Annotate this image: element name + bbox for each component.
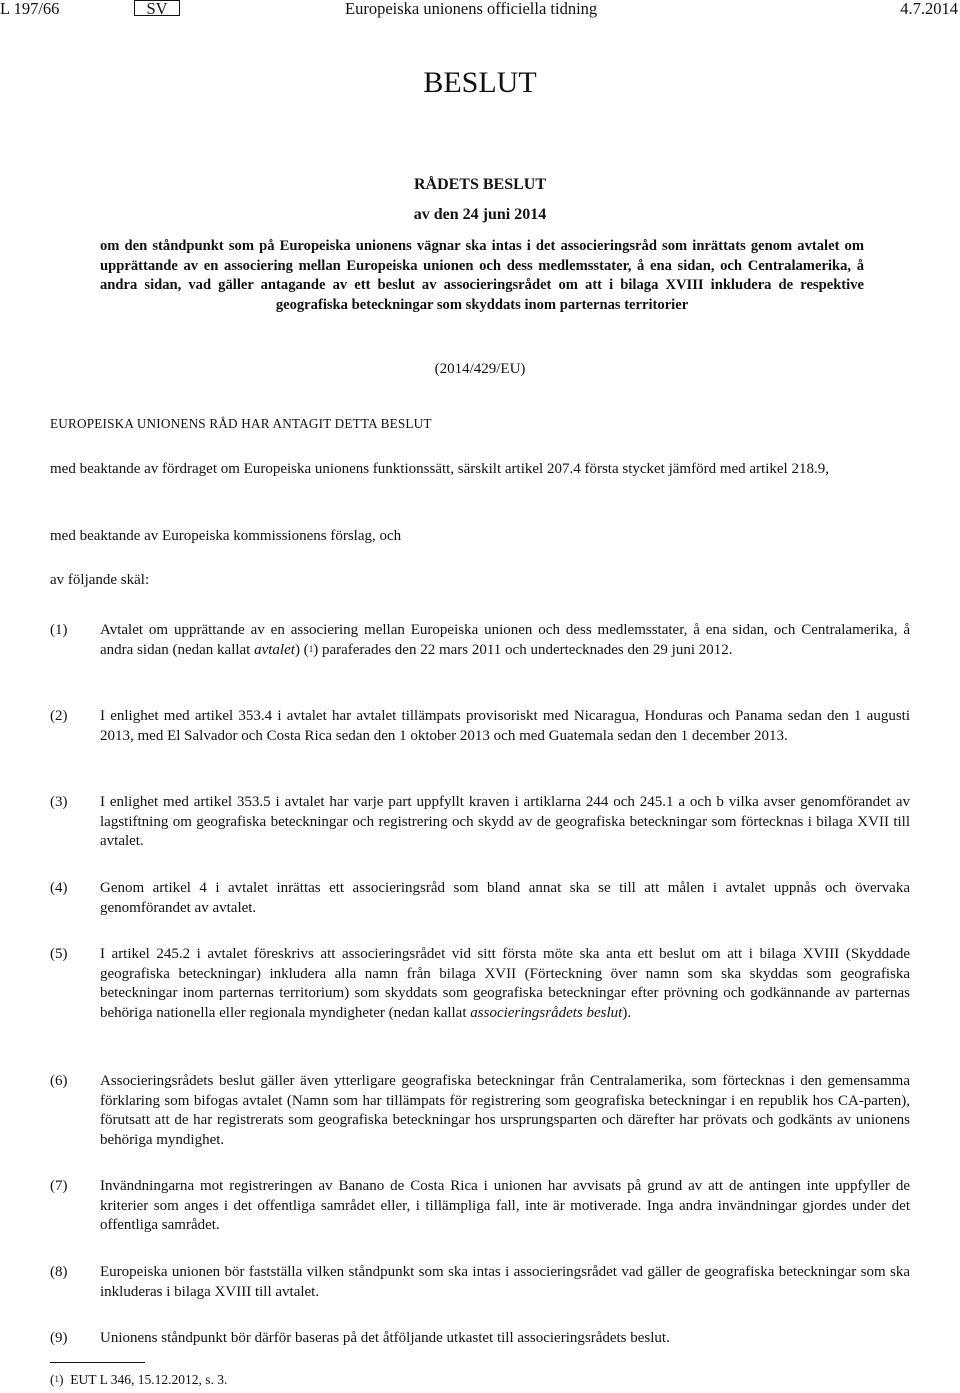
recital-8 bbox=[50, 1263, 910, 1302]
recital-italic-term: avtalet bbox=[254, 641, 295, 658]
recital-text-part: I artikel 245.2 i avtalet föreskrivs att associeringsrådet vid sitt första möte ska anta ett beslut om att i bilaga XVIII (Skyddade geografiska beteckningar) inkludera alla namn från bilaga XVII (Förteckning över namn som ska skyddas som geografiska beteckningar inom parternas territorium) som skyddats som geografiska beteckningar efter prövning och godkännande av parternas behöriga nationella eller regionala myndigheter (nedan kallat bbox=[100, 946, 910, 1021]
recital-number: (6) bbox=[50, 1073, 68, 1089]
recital-2 bbox=[50, 707, 910, 746]
recital-number: (7) bbox=[50, 1178, 68, 1194]
recital-number: (2) bbox=[50, 708, 68, 724]
recital-text bbox=[100, 945, 910, 1023]
publication-date: 4.7.2014 bbox=[900, 0, 958, 18]
citation-recitals-intro: av följande skäl: bbox=[50, 572, 150, 588]
footnote: ($^1$) EUT L 346, 15.12.2012, s. 3. bbox=[50, 1372, 228, 1387]
recital-5 bbox=[50, 945, 910, 1023]
act-date: av den 24 juni 2014 bbox=[413, 206, 547, 223]
recital-4 bbox=[50, 879, 910, 918]
act-subject: om den ståndpunkt som på Europeiska unionens vägnar ska intas i det associeringsråd som inrättats genom avtalet om upprättande av en associering mellan Europeiska unionen och dess medlemsstater, å ena sidan, och Centralamerika, å andra sidan, vad gäller antagande av ett beslut av associeringsrådet om att i bilaga XVIII inkludera de respektive geografiska beteckningar som skyddats inom parternas territorier bbox=[100, 238, 864, 313]
page-reference: L 197/66 bbox=[0, 0, 60, 18]
act-number: (2014/429/EU) bbox=[434, 361, 526, 377]
recital-number: (1) bbox=[50, 622, 68, 638]
recital-text: Avtalet om upprättande av en associering mellan Europeiska unionen och dess medlemsstater, å ena sidan, och Centralamerika, å andra sidan (nedan kallat avtalet) ($^1$) paraferades den 22 mars 2011 och undertecknades den 29 juni 2012. bbox=[100, 622, 910, 658]
footnote-divider bbox=[50, 1362, 145, 1363]
journal-title: Europeiska unionens officiella tidning bbox=[345, 0, 598, 18]
document-type-title: BESLUT bbox=[423, 66, 537, 99]
recital-text: I enlighet med artikel 353.4 i avtalet har avtalet tillämpats provisoriskt med Nicaragua, Honduras och Panama sedan den 1 augusti 2013, med El Salvador och Costa Rica sedan den 1 oktober 2013 och med Guatemala sedan den 1 december 2013. bbox=[100, 708, 910, 744]
language-badge: SV bbox=[134, 0, 180, 16]
recital-text-part: paraferades den 22 mars 2011 och undertecknades den 29 juni 2012. bbox=[318, 641, 733, 658]
recital-number: (3) bbox=[50, 794, 68, 810]
recital-9 bbox=[50, 1329, 910, 1349]
footnote-reference[interactable]: 1 bbox=[308, 643, 314, 654]
recital-text: Associeringsrådets beslut gäller även ytterligare geografiska beteckningar från Centralamerika, som förtecknas i den gemensamma förklaring som bifogas avtalet (Namn som har tillämpats för registrering som geografiska beteckningar i en republik hos CA-parten), förutsatt att de har registrerats som geografiska beteckningar hos ursprungsparten och därefter har prövats och godkänts av unionens behöriga myndighet. bbox=[100, 1073, 910, 1148]
recital-1 bbox=[50, 621, 910, 660]
recital-text: Europeiska unionen bör fastställa vilken ståndpunkt som ska intas i associeringsrådet vad gäller de geografiska beteckningar som ska inkluderas i bilaga XVIII till avtalet. bbox=[100, 1264, 910, 1300]
recital-text-part: Avtalet om upprättande av en associering mellan Europeiska unionen och dess medlemsstater, å ena sidan, och Centralamerika, å andra sidan (nedan kallat bbox=[100, 622, 910, 658]
recital-text: Genom artikel 4 i avtalet inrättas ett associeringsråd som bland annat ska se till att målen i avtalet uppnås och övervaka genomförandet av avtalet. bbox=[100, 880, 910, 916]
recital-3 bbox=[50, 793, 910, 852]
recital-6 bbox=[50, 1072, 910, 1150]
page-header bbox=[0, 0, 960, 20]
footnote-text: EUT L 346, 15.12.2012, s. 3. bbox=[70, 1372, 228, 1387]
citation-treaty: med beaktande av fördraget om Europeiska unionens funktionssätt, särskilt artikel 207.4 första stycket jämförd med artikel 218.9, bbox=[50, 461, 829, 477]
recital-text: Unionens ståndpunkt bör därför baseras på det åtföljande utkastet till associeringsrådets beslut. bbox=[100, 1330, 670, 1346]
recital-number: (4) bbox=[50, 880, 68, 896]
enacting-formula: EUROPEISKA UNIONENS RÅD HAR ANTAGIT DETTA BESLUT bbox=[50, 416, 432, 431]
recital-number: (9) bbox=[50, 1330, 68, 1346]
recital-text-part: ). bbox=[622, 1004, 632, 1021]
recital-italic-term: associeringsrådets beslut bbox=[470, 1004, 623, 1021]
recital-7 bbox=[50, 1177, 910, 1236]
recital-number: (5) bbox=[50, 946, 68, 962]
recital-text: Invändningarna mot registreringen av Banano de Costa Rica i unionen har avvisats på grund av att de antingen inte uppfyller de kriterier som anges i det offentliga samrådet eller, i tillämpliga fall, inte är motiverade. Inga andra invändningar gjordes under det offentliga samrådet. bbox=[100, 1178, 910, 1233]
recital-number: (8) bbox=[50, 1264, 68, 1280]
act-title: RÅDETS BESLUT bbox=[413, 176, 547, 193]
footnote-marker: 1 bbox=[54, 1374, 59, 1384]
citation-proposal: med beaktande av Europeiska kommissionens förslag, och bbox=[50, 528, 402, 544]
recital-text: I enlighet med artikel 353.5 i avtalet har varje part uppfyllt kraven i artiklarna 244 och 245.1 a och b vilka avser genomförandet av lagstiftning om geografiska beteckningar och registrering och skydd av de geografiska beteckningar som förtecknas i bilaga XVII till avtalet. bbox=[100, 794, 910, 849]
